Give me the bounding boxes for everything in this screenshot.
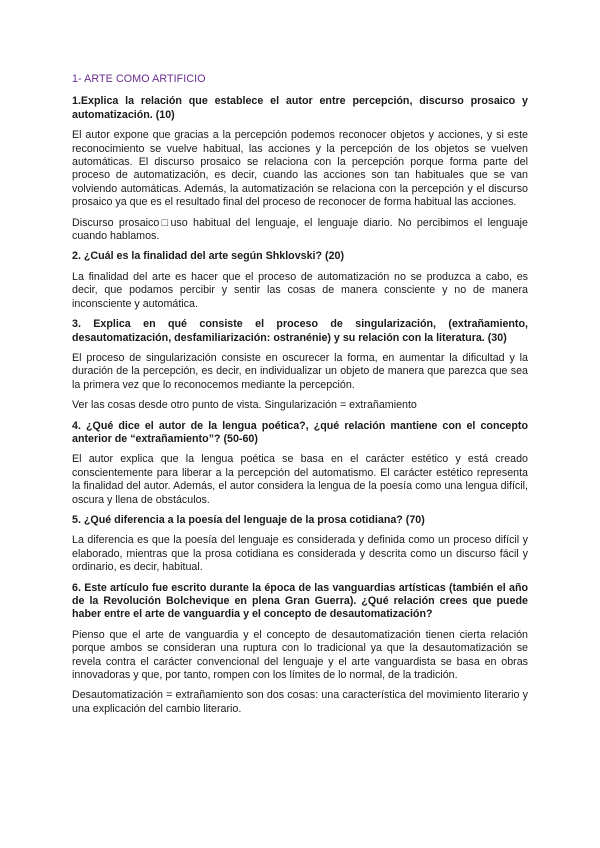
- question-4: 4. ¿Qué dice el autor de la lengua poética?, ¿qué relación mantiene con el concepto anterior de “extrañamiento”? (50-60): [72, 419, 528, 445]
- document-body: [72, 73, 528, 723]
- answer-3-paragraph-2: Ver las cosas desde otro punto de vista. Singularización = extrañamiento: [72, 399, 417, 412]
- answer-6-paragraph-2: Desautomatización = extrañamiento son dos cosas: una característica del movimiento literario y una explicación del cambio literario.: [72, 689, 528, 715]
- answer-6-paragraph-1: Pienso que el arte de vanguardia y el concepto de desautomatización tienen cierta relación porque ambos se consideran una ruptura con lo tradicional ya que la desautomatización se revela contra el carácter convencional del lenguaje y el arte vanguardista se basa en obras innovadoras y que, por tanto, rompen con los límites de lo normal, de la tradición.: [72, 628, 528, 682]
- answer-3-paragraph-1: El proceso de singularización consiste en oscurecer la forma, en aumentar la dificultad y la duración de la percepción, es decir, en individualizar un objeto de manera que parezca que sea la primera vez que lo reconocemos mediante la percepción.: [72, 351, 528, 391]
- section-title: 1- ARTE COMO ARTIFICIO: [72, 73, 206, 85]
- question-3: 3. Explica en qué consiste el proceso de singularización, (extrañamiento, desautomatización, desfamiliarización: ostranénie) y su relación con la literatura. (30): [72, 318, 528, 344]
- answer-1-paragraph-2: Discurso prosaico□uso habitual del lenguaje, el lenguaje diario. No percibimos el lenguaje cuando hablamos.: [72, 216, 528, 243]
- answer-4-paragraph-1: El autor explica que la lengua poética se basa en el carácter estético y está creado conscientemente para liberar a la percepción del automatismo. El carácter estético representa la finalidad del autor. Además, el autor considera la lengua de la poesía como una lengua difícil, oscura y llena de obstáculos.: [72, 453, 528, 506]
- answer-2-paragraph-1: La finalidad del arte es hacer que el proceso de automatización no se produzca a cabo, es decir, que podamos percibir y sentir las cosas de manera consciente y no de manera inconsciente y automática.: [72, 270, 528, 310]
- question-2: 2. ¿Cuál es la finalidad del arte según Shklovski? (20): [72, 250, 345, 263]
- question-6: 6. Este artículo fue escrito durante la época de las vanguardias artísticas (también el año de la Revolución Bolchevique en plena Gran Guerra). ¿Qué relación crees que puede haber entre el arte de vanguardia y el concepto de desautomatización?: [72, 581, 528, 621]
- answer-5-paragraph-1: La diferencia es que la poesía del lenguaje es considerada y definida como un proceso difícil y elaborado, mientras que la prosa cotidiana es considerada y descrita como un discurso fácil y ordinario, es decir, habitual.: [72, 534, 528, 574]
- question-1: 1.Explica la relación que establece el autor entre percepción, discurso prosaico y automatización. (10): [72, 95, 528, 121]
- question-5: 5. ¿Qué diferencia a la poesía del lenguaje de la prosa cotidiana? (70): [72, 513, 425, 526]
- answer-1-paragraph-1: El autor expone que gracias a la percepción podemos reconocer objetos y acciones, y si este reconocimiento se vuelve habitual, las acciones y la percepción de los objetos se vuelven automáticas. El discurso prosaico se relaciona con la percepción porque forma parte del proceso de automatización, es decir, cuando las acciones son tan habituales que se van volviendo automáticas. Además, la automatización se relaciona con la percepción y el discurso prosaico ya que es el resultado final del proceso de reconocer de forma habitual las acciones.: [72, 129, 528, 209]
